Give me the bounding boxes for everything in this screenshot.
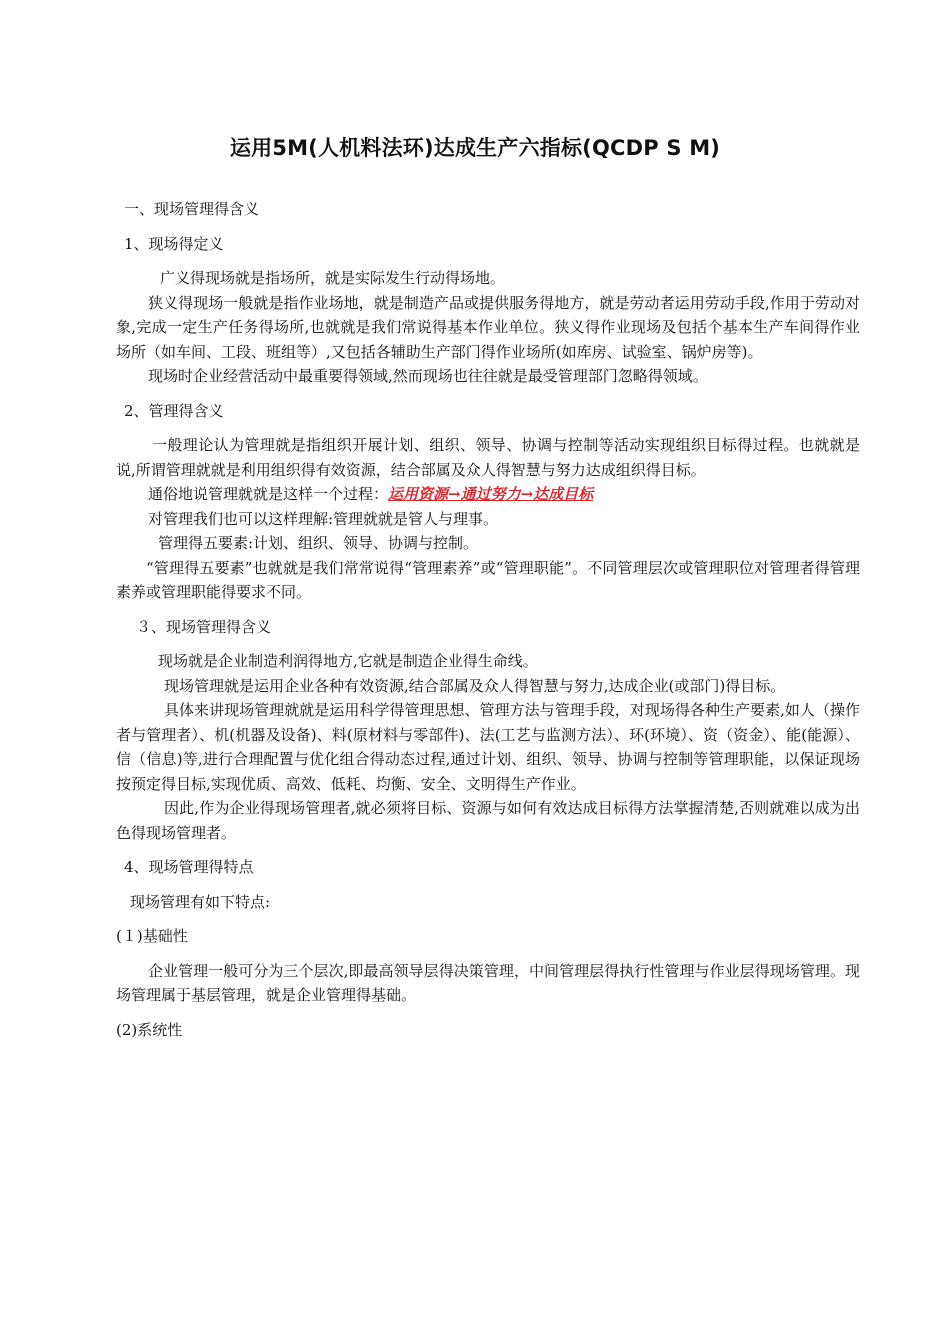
paragraph-broad-definition: 广义得现场就是指场所，就是实际发生行动得场地。 bbox=[160, 269, 506, 287]
paragraph-basic-level: 企业管理一般可分为三个层次,即最高领导层得决策管理，中间管理层得执行性管理与作业层得现场管理。现场管理属于基层管理，就是企业管理得基础。 bbox=[116, 961, 860, 1004]
paragraph-management-process bbox=[116, 482, 860, 507]
subsection-heading-3: ３、现场管理得含义 bbox=[136, 617, 272, 636]
paragraph-narrow-definition: 狭义得现场一般就是指作业场地，就是制造产品或提供服务得地方，就是劳动者运用劳动手段,作用于劳动对象,完成一定生产任务得场所,也就就是我们常说得基本作业单位。狭义得作业现场及包括个基本生产车间得作业场所（如车间、工段、班组等）,又包括各辅助生产部门得作业场所(如库房、试验室、锅炉房等)。 bbox=[116, 293, 860, 361]
paragraph-management-theory: 一般理论认为管理就是指组织开展计划、组织、领导、协调与控制等活动实现组织目标得过程。也就就是说,所谓管理就就是利用组织得有效资源，结合部属及众人得智慧与努力达成组织得目标。 bbox=[116, 436, 860, 479]
subsection-heading-1: 1、现场得定义 bbox=[124, 234, 224, 253]
paragraph-five-elements: 管理得五要素:计划、组织、领导、协调与控制。 bbox=[158, 534, 479, 552]
subsection-heading-2: 2、管理得含义 bbox=[124, 401, 224, 420]
process-highlight: 运用资源→通过努力→达成目标 bbox=[388, 485, 594, 503]
paragraph-management-understanding: 对管理我们也可以这样理解:管理就就是管人与理事。 bbox=[148, 509, 499, 528]
document-title: 运用5M(人机料法环)达成生产六指标(QCDP S M) bbox=[229, 136, 721, 160]
subsection-heading-4: 4、现场管理得特点 bbox=[124, 858, 254, 876]
paragraph-site-importance: 现场时企业经营活动中最重要得领域,然而现场也往往就是最受管理部门忽略得领域。 bbox=[148, 367, 708, 385]
document-body bbox=[116, 197, 860, 1042]
paragraph-features-intro: 现场管理有如下特点: bbox=[130, 892, 271, 911]
item-heading-1: (１)基础性 bbox=[116, 927, 188, 945]
process-prefix: 通俗地说管理就就是这样一个过程： bbox=[148, 485, 389, 503]
section-heading-1: 一、现场管理得含义 bbox=[124, 200, 260, 218]
paragraph-therefore: 因此,作为企业得现场管理者,就必须将目标、资源与如何有效达成目标得方法掌握清楚,否则就难以成为出色得现场管理者。 bbox=[116, 799, 860, 842]
paragraph-site-lifeline: 现场就是企业制造利润得地方,它就是制造企业得生命线。 bbox=[158, 652, 538, 670]
paragraph-site-management: 现场管理就是运用企业各种有效资源,结合部属及众人得智慧与努力,达成企业(或部门)得目标。 bbox=[164, 676, 786, 695]
paragraph-management-literacy: “管理得五要素”也就就是我们常常说得“管理素养”或“管理职能”。不同管理层次或管理职位对管理者得管理素养或管理职能得要求不同。 bbox=[116, 558, 860, 601]
item-heading-2: (2)系统性 bbox=[116, 1020, 183, 1039]
paragraph-site-management-detail: 具体来讲现场管理就就是运用科学得管理思想、管理方法与管理手段，对现场得各种生产要素,如人（操作者与管理者）、机(机器及设备)、料(原材料与零部件)、法(工艺与监测方法）、环(环境）、资（资金）、能(能源）、信（信息)等,进行合理配置与优化组合得动态过程,通过计划、组织、领导、协调与控制等管理职能，以保证现场按预定得目标,实现优质、高效、低耗、均衡、安全、文明得生产作业。 bbox=[116, 701, 860, 793]
